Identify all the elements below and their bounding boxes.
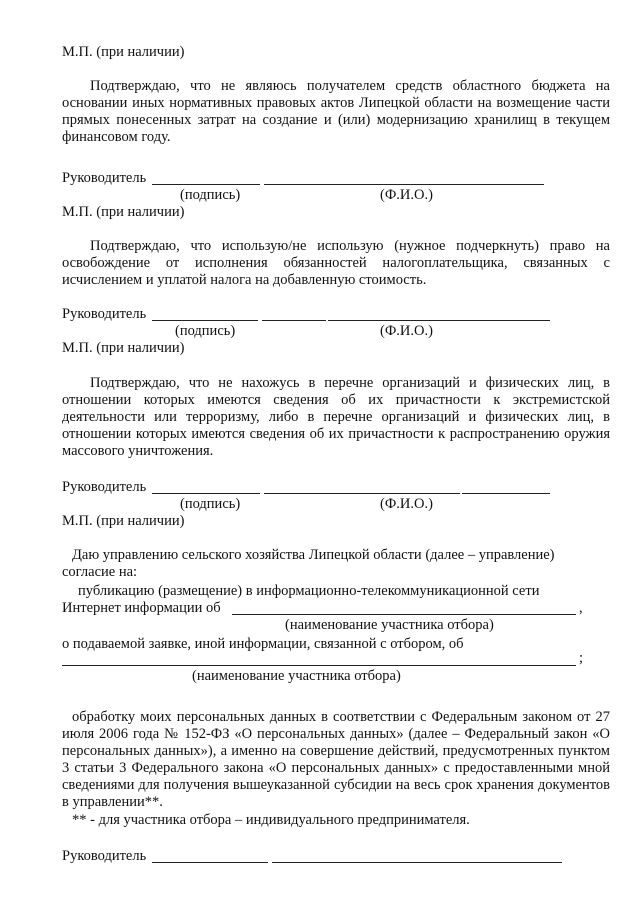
name-line[interactable]	[272, 862, 562, 863]
stamp-note: М.П. (при наличии)	[62, 513, 185, 529]
consent-item-processing: обработку моих персональных данных в соответствии с Федеральным законом от 27 июля 2006 года № 152-ФЗ «О персональных данных» (далее – Федеральный закон «О персональных данных»), а именно на совершение действий, предусмотренных пунктом 3 статьи 3 Федерального закона «О персональных данных» с предоставленными мной сведениями для получения вышеуказанной субсидии на весь срок хранения документов в управлении**.	[62, 709, 610, 810]
participant-caption: (наименование участника отбора)	[192, 668, 401, 684]
signature-line[interactable]	[152, 184, 260, 185]
consent-item-publication: публикацию (размещение) в информационно-телекоммуникационной сети	[78, 583, 540, 599]
name-line[interactable]	[264, 184, 544, 185]
stamp-note: М.П. (при наличии)	[62, 204, 185, 220]
stamp-note: М.П. (при наличии)	[62, 44, 185, 60]
signature-caption: (подпись)	[180, 187, 241, 203]
name-line[interactable]	[328, 320, 550, 321]
consent-item-application: о подаваемой заявке, иной информации, связанной с отбором, об	[62, 636, 464, 652]
consent-item-publication-cont: Интернет информации об	[62, 600, 221, 616]
footnote: ** - для участника отбора – индивидуального предпринимателя.	[72, 812, 470, 828]
confirmation-paragraph-lists: Подтверждаю, что не нахожусь в перечне организаций и физических лиц, в отношении которых имеются сведения об их причастности к экстремистской деятельности или терроризму, либо в перечне организаций и физических лиц, в отношении которых имеются сведения об их причастности к распространению оружия массового уничтожения.	[62, 375, 610, 459]
confirmation-paragraph-vat: Подтверждаю, что использую/не использую (нужное подчеркнуть) право на освобождение от исполнения обязанностей налогоплательщика, связанных с исчислением и уплатой налога на добавленную стоимость.	[62, 238, 610, 288]
confirmation-paragraph-budget: Подтверждаю, что не являюсь получателем средств областного бюджета на основании иных нормативных правовых актов Липецкой области на возмещение части прямых понесенных затрат на создание и (или) модернизацию хранилищ в текущем финансовом году.	[62, 78, 610, 145]
signature-line[interactable]	[152, 320, 258, 321]
signature-label: Руководитель	[62, 848, 147, 864]
name-caption: (Ф.И.О.)	[380, 496, 433, 512]
participant-name-line[interactable]	[232, 614, 576, 615]
stamp-note: М.П. (при наличии)	[62, 340, 185, 356]
signature-line[interactable]	[152, 862, 268, 863]
signature-label: Руководитель	[62, 479, 147, 495]
comma: ,	[579, 600, 583, 616]
participant-name-line-2[interactable]	[62, 665, 576, 666]
consent-intro: Даю управлению сельского хозяйства Липецкой области (далее – управление)	[72, 547, 555, 563]
name-caption: (Ф.И.О.)	[380, 187, 433, 203]
consent-to: согласие на:	[62, 564, 138, 580]
participant-caption: (наименование участника отбора)	[285, 617, 494, 633]
signature-caption: (подпись)	[180, 496, 241, 512]
name-caption: (Ф.И.О.)	[380, 323, 433, 339]
name-line[interactable]	[264, 493, 460, 494]
name-line-part[interactable]	[262, 320, 326, 321]
name-line-part[interactable]	[462, 493, 550, 494]
semicolon: ;	[579, 650, 584, 666]
signature-caption: (подпись)	[175, 323, 236, 339]
signature-label: Руководитель	[62, 306, 147, 322]
signature-line[interactable]	[152, 493, 260, 494]
signature-label: Руководитель	[62, 170, 147, 186]
